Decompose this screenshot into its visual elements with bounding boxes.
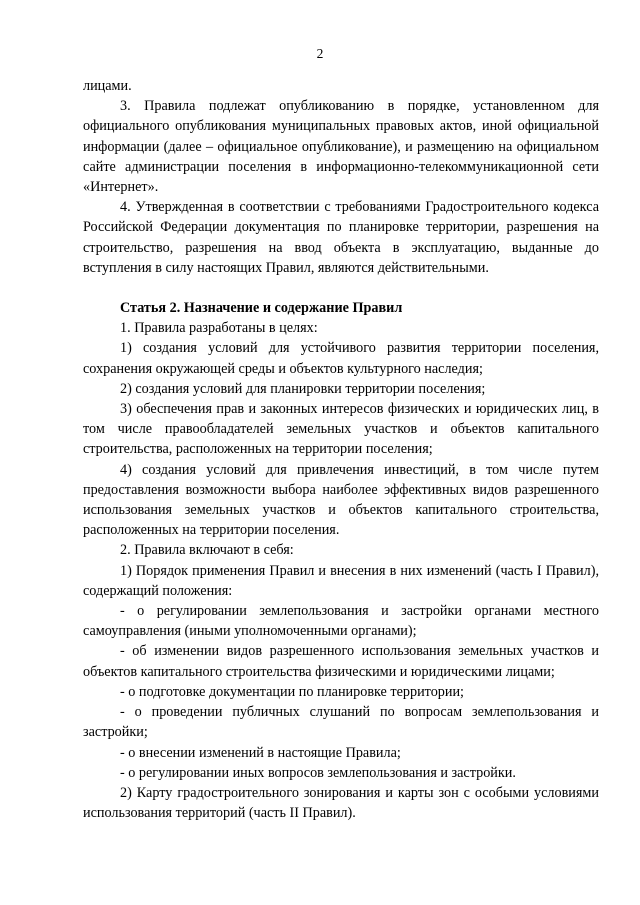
paragraph: лицами. <box>83 78 132 94</box>
paragraph: 1) Порядок применения Правил и внесения в них изменений (часть I Правил), содержащий положения: <box>83 562 599 599</box>
list-item: - о регулировании иных вопросов землепользования и застройки. <box>120 764 516 781</box>
section-heading: Статья 2. Назначение и содержание Правил <box>120 300 403 317</box>
paragraph: 4. Утвержденная в соответствии с требованиями Градостроительного кодекса Российской Федерации документация по планировке территории, разрешения на строительство, разрешения на ввод объекта в эксплуатацию, выданные до вступления в силу настоящих Правил, являются действительными. <box>83 199 599 276</box>
list-item: - о проведении публичных слушаний по вопросам землепользования и застройки; <box>83 704 599 741</box>
paragraph: 1. Правила разработаны в целях: <box>120 320 318 337</box>
paragraph: 3. Правила подлежат опубликованию в порядке, установленном для официального опубликования муниципальных правовых актов, иной официальной информации (далее – официальное опубликование), и размещению на официальном сайте администрации поселения в информационно-телекоммуникационной сети «Интернет». <box>83 98 599 196</box>
list-item: - об изменении видов разрешенного использования земельных участков и объектов капитального строительства физическими и юридическими лицами; <box>83 643 599 680</box>
list-item: - о регулировании землепользования и застройки органами местного самоуправления (иными уполномоченными органами); <box>83 603 599 640</box>
list-item: - о внесении изменений в настоящие Правила; <box>120 744 401 761</box>
paragraph: 2) Карту градостроительного зонирования и карты зон с особыми условиями использования территорий (часть II Правил). <box>83 784 599 822</box>
paragraph: 1) создания условий для устойчивого развития территории поселения, сохранения окружающей среды и объектов культурного наследия; <box>83 340 599 377</box>
section-gap <box>83 278 599 298</box>
page-number: 2 <box>316 46 324 61</box>
document-body <box>83 76 599 823</box>
paragraph: 3) обеспечения прав и законных интересов физических и юридических лиц, в том числе правообладателей земельных участков и объектов капитального строительства, расположенных на территории поселения; <box>83 401 599 458</box>
list-item: - о подготовке документации по планировке территории; <box>120 683 465 700</box>
paragraph: 4) создания условий для привлечения инвестиций, в том числе путем предоставления возможности выбора наиболее эффективных видов разрешенного использования земельных участков и объектов капитального строительства, расположенных на территории поселения. <box>83 461 599 539</box>
paragraph: 2. Правила включают в себя: <box>120 542 294 559</box>
paragraph: 2) создания условий для планировки территории поселения; <box>120 380 486 397</box>
